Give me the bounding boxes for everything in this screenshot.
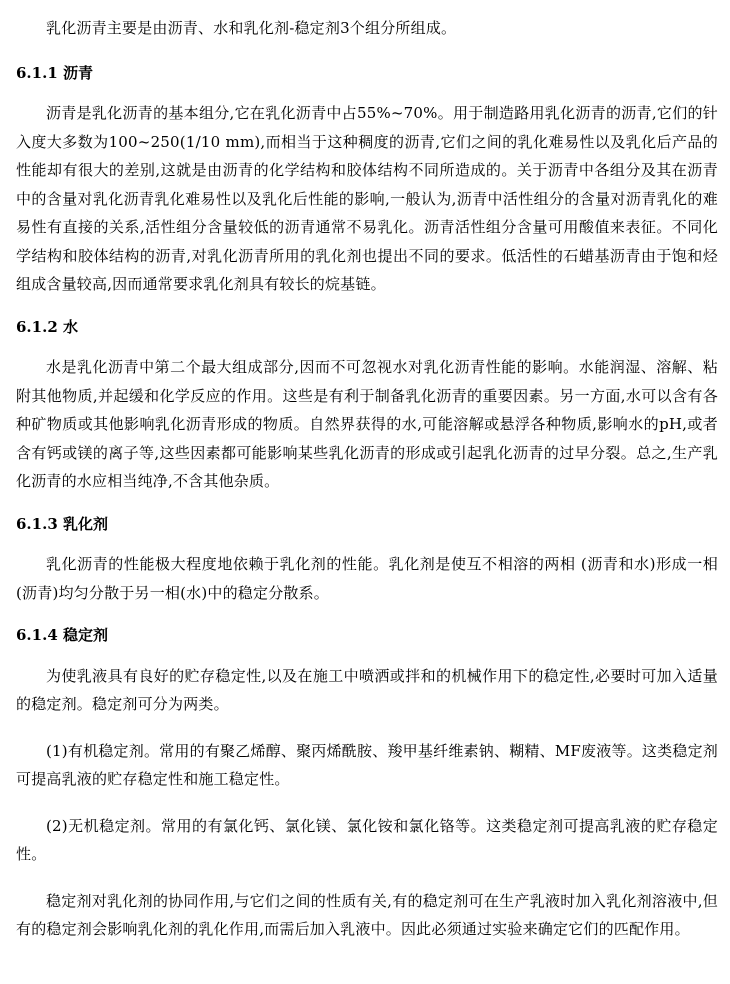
section-heading-water: 6.1.2 水 <box>16 317 78 336</box>
section-heading-emulsifier: 6.1.3 乳化剂 <box>16 514 108 533</box>
stabilizer-intro-paragraph: 为使乳液具有良好的贮存稳定性,以及在施工中喷洒或拌和的机械作用下的稳定性,必要时可加入适量的稳定剂。稳定剂可分为两类。 <box>16 666 718 713</box>
inorganic-stabilizer-paragraph: (2)无机稳定剂。常用的有氯化钙、氯化镁、氯化铵和氯化铬等。这类稳定剂可提高乳液的贮存稳定性。 <box>16 816 718 863</box>
section-heading-stabilizer: 6.1.4 稳定剂 <box>16 626 108 644</box>
emulsifier-paragraph: 乳化沥青的性能极大程度地依赖于乳化剂的性能。乳化剂是使互不相溶的两相 (沥青和水)形成一相(沥青)均匀分散于另一相(水)中的稳定分散系。 <box>16 555 718 602</box>
section-heading-asphalt: 6.1.1 沥青 <box>16 63 93 82</box>
water-paragraph: 水是乳化沥青中第二个最大组成部分,因而不可忽视水对乳化沥青性能的影响。水能润湿、溶解、粘附其他物质,并起缓和化学反应的作用。这些是有利于制备乳化沥青的重要因素。另一方面,水可以含有各种矿物质或其他影响乳化沥青形成的物质。自然界获得的水,可能溶解或悬浮各种物质,影响水的pH,或者含有钙或镁的离子等,这些因素都可能影响某些乳化沥青的形成或引起乳化沥青的过早分裂。总之,生产乳化沥青的水应相当纯净,不含其他杂质。 <box>16 358 718 490</box>
asphalt-paragraph: 沥青是乳化沥青的基本组分,它在乳化沥青中占55%~70%。用于制造路用乳化沥青的沥青,它们的针入度大多数为100~250(1/10 mm),而相当于这种稠度的沥青,它们之间的乳化难易性以及乳化后产品的性能却有很大的差别,这就是由沥青的化学结构和胶体结构不同所造成的。关于沥青中各组分及其在沥青中的含量对乳化沥青乳化难易性以及乳化后性能的影响,一般认为,沥青中活性组分的含量对沥青乳化的难易性有直接的关系,活性组分含量较低的沥青通常不易乳化。沥青活性组分含量可用酸值来表征。不同化学结构和胶体结构的沥青,对乳化沥青所用的乳化剂也提出不同的要求。低活性的石蜡基沥青由于饱和烃组成含量较高,因而通常要求乳化剂具有较长的烷基链。 <box>16 104 718 293</box>
organic-stabilizer-paragraph: (1)有机稳定剂。常用的有聚乙烯醇、聚丙烯酰胺、羧甲基纤维素钠、糊精、MF废液等。这类稳定剂可提高乳液的贮存稳定性和施工稳定性。 <box>16 741 718 788</box>
synergy-paragraph: 稳定剂对乳化剂的协同作用,与它们之间的性质有关,有的稳定剂可在生产乳液时加入乳化剂溶液中,但有的稳定剂会影响乳化剂的乳化作用,而需后加入乳液中。因此必须通过实验来确定它们的匹配作用。 <box>16 891 718 938</box>
intro-paragraph: 乳化沥青主要是由沥青、水和乳化剂-稳定剂3个组分所组成。 <box>46 19 457 37</box>
